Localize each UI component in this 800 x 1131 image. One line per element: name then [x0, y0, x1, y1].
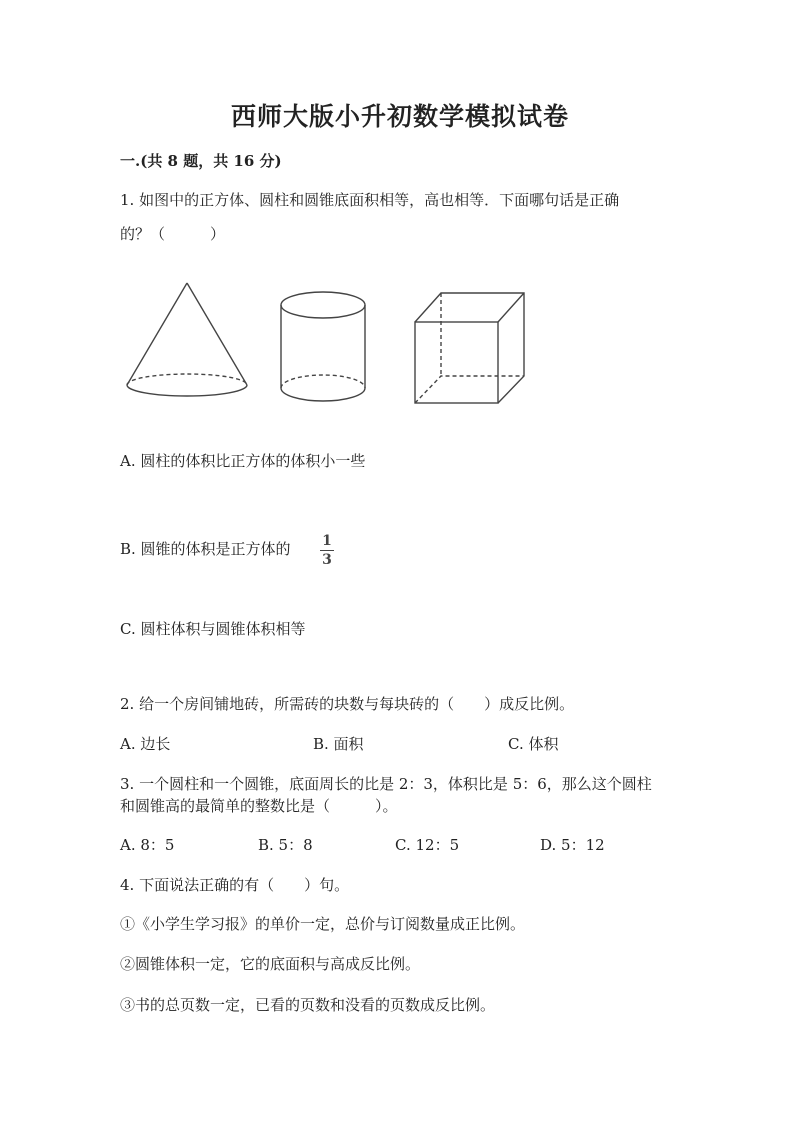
cylinder-figure [281, 292, 365, 401]
q3-option-c: C. 12：5 [395, 836, 460, 854]
q1-option-c: C. 圆柱体积与圆锥体积相等 [120, 620, 306, 638]
page-title: 西师大版小升初数学模拟试卷 [230, 102, 569, 131]
cone-figure [127, 283, 247, 396]
q3-option-b: B. 5：8 [258, 836, 313, 854]
q1-option-a: A. 圆柱的体积比正方体的体积小一些 [120, 452, 366, 470]
fraction-numerator: 1 [322, 533, 332, 549]
q3-option-d: D. 5：12 [540, 836, 605, 854]
q1-text-line1: 1. 如图中的正方体、圆柱和圆锥底面积相等，高也相等．下面哪句话是正确 [120, 191, 620, 209]
q2-option-b: B. 面积 [313, 735, 364, 753]
section-header: 一.(共 8 题，共 16 分) [120, 152, 282, 170]
q4-statement-1: ①《小学生学习报》的单价一定，总价与订阅数量成正比例。 [120, 915, 526, 933]
fraction-denominator: 3 [322, 552, 332, 568]
q1-option-b: B. 圆锥的体积是正方体的 [120, 540, 291, 558]
q1-text-line2: 的？（ ） [120, 225, 226, 243]
fraction-one-third [320, 533, 334, 568]
cube-figure [415, 293, 524, 403]
q4-statement-3: ③书的总页数一定，已看的页数和没看的页数成反比例。 [120, 996, 496, 1014]
q1-figure [115, 280, 545, 410]
q2-text: 2. 给一个房间铺地砖，所需砖的块数与每块砖的（ ）成反比例。 [120, 695, 575, 713]
q4-text: 4. 下面说法正确的有（ ）句。 [120, 876, 350, 894]
q3-text-line2: 和圆锥高的最简单的整数比是（ ）。 [120, 797, 398, 815]
q2-option-a: A. 边长 [120, 735, 171, 753]
q2-option-c: C. 体积 [508, 735, 559, 753]
q3-text-line1: 3. 一个圆柱和一个圆锥，底面周长的比是 2：3，体积比是 5：6，那么这个圆柱 [120, 775, 652, 793]
fraction-bar [320, 550, 334, 551]
q3-option-a: A. 8：5 [120, 836, 175, 854]
q4-statement-2: ②圆锥体积一定，它的底面积与高成反比例。 [120, 955, 421, 973]
